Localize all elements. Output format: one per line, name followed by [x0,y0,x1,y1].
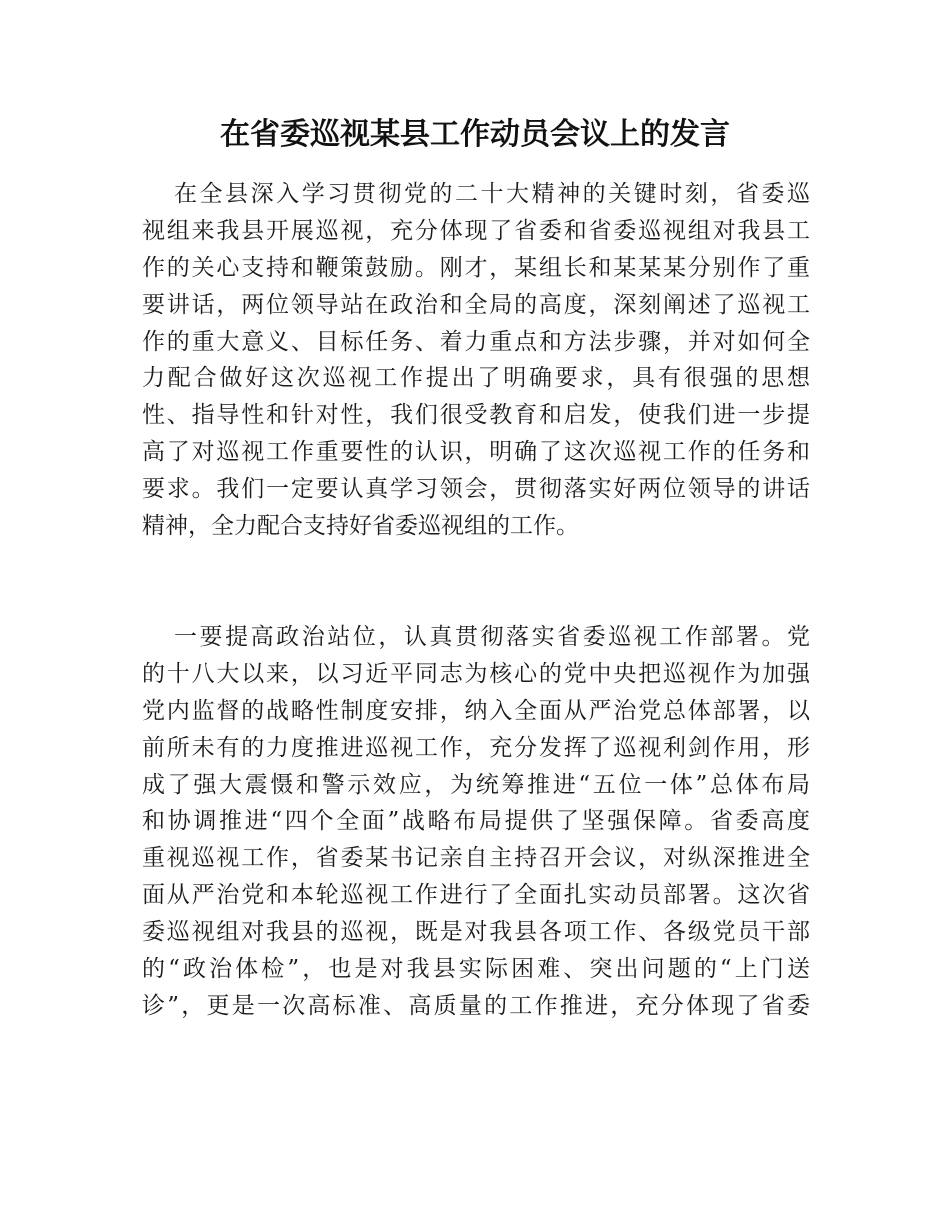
paragraph-2-line: 面从严治党和本轮巡视工作进行了全面扎实动员部署。这次省 [142,882,810,909]
paragraph-1-line: 性、指导性和针对性，我们很受教育和启发，使我们进一步提 [142,402,810,429]
paragraph-1 [142,176,810,545]
paragraph-1-line: 精神，全力配合支持好省委巡视组的工作。 [142,513,579,540]
paragraph-2-line: 党内监督的战略性制度安排，纳入全面从严治党总体部署，以 [142,697,810,724]
paragraph-1-line: 在全县深入学习贯彻党的二十大精神的关键时刻，省委巡 [174,181,810,207]
paragraph-1-line: 视组来我县开展巡视，充分体现了省委和省委巡视组对我县工 [142,217,810,244]
paragraph-2-line: 成了强大震慑和警示效应，为统筹推进“五位一体”总体布局 [142,771,810,798]
paragraph-2-line: 和协调推进“四个全面”战略布局提供了坚强保障。省委高度 [142,808,810,835]
paragraph-2-line: 委巡视组对我县的巡视，既是对我县各项工作、各级党员干部 [142,919,810,946]
paragraph-2-line: 的十八大以来，以习近平同志为核心的党中央把巡视作为加强 [142,660,810,687]
paragraph-1-line: 要求。我们一定要认真学习领会，贯彻落实好两位领导的讲话 [142,476,810,503]
paragraph-2-line: 诊”，更是一次高标准、高质量的工作推进，充分体现了省委 [142,992,810,1019]
paragraph-1-line: 要讲话，两位领导站在政治和全局的高度，深刻阐述了巡视工 [142,291,810,318]
paragraph-1-line: 力配合做好这次巡视工作提出了明确要求，具有很强的思想 [142,365,810,392]
paragraph-2-line: 的“政治体检”，也是对我县实际困难、突出问题的“上门送 [142,956,810,983]
paragraph-2-line: 一要提高政治站位，认真贯彻落实省委巡视工作部署。党 [174,624,810,650]
paragraph-1-line: 高了对巡视工作重要性的认识，明确了这次巡视工作的任务和 [142,439,810,466]
paragraph-2 [142,619,810,1025]
paragraph-1-line: 作的关心支持和鞭策鼓励。刚才，某组长和某某某分别作了重 [142,254,810,281]
paragraph-1-line: 作的重大意义、目标任务、着力重点和方法步骤，并对如何全 [142,328,810,355]
paragraph-2-line: 重视巡视工作，省委某书记亲自主持召开会议，对纵深推进全 [142,845,810,872]
paragraph-2-line: 前所未有的力度推进巡视工作，充分发挥了巡视利剑作用，形 [142,734,810,761]
document-title: 在省委巡视某县工作动员会议上的发言 [220,117,730,152]
